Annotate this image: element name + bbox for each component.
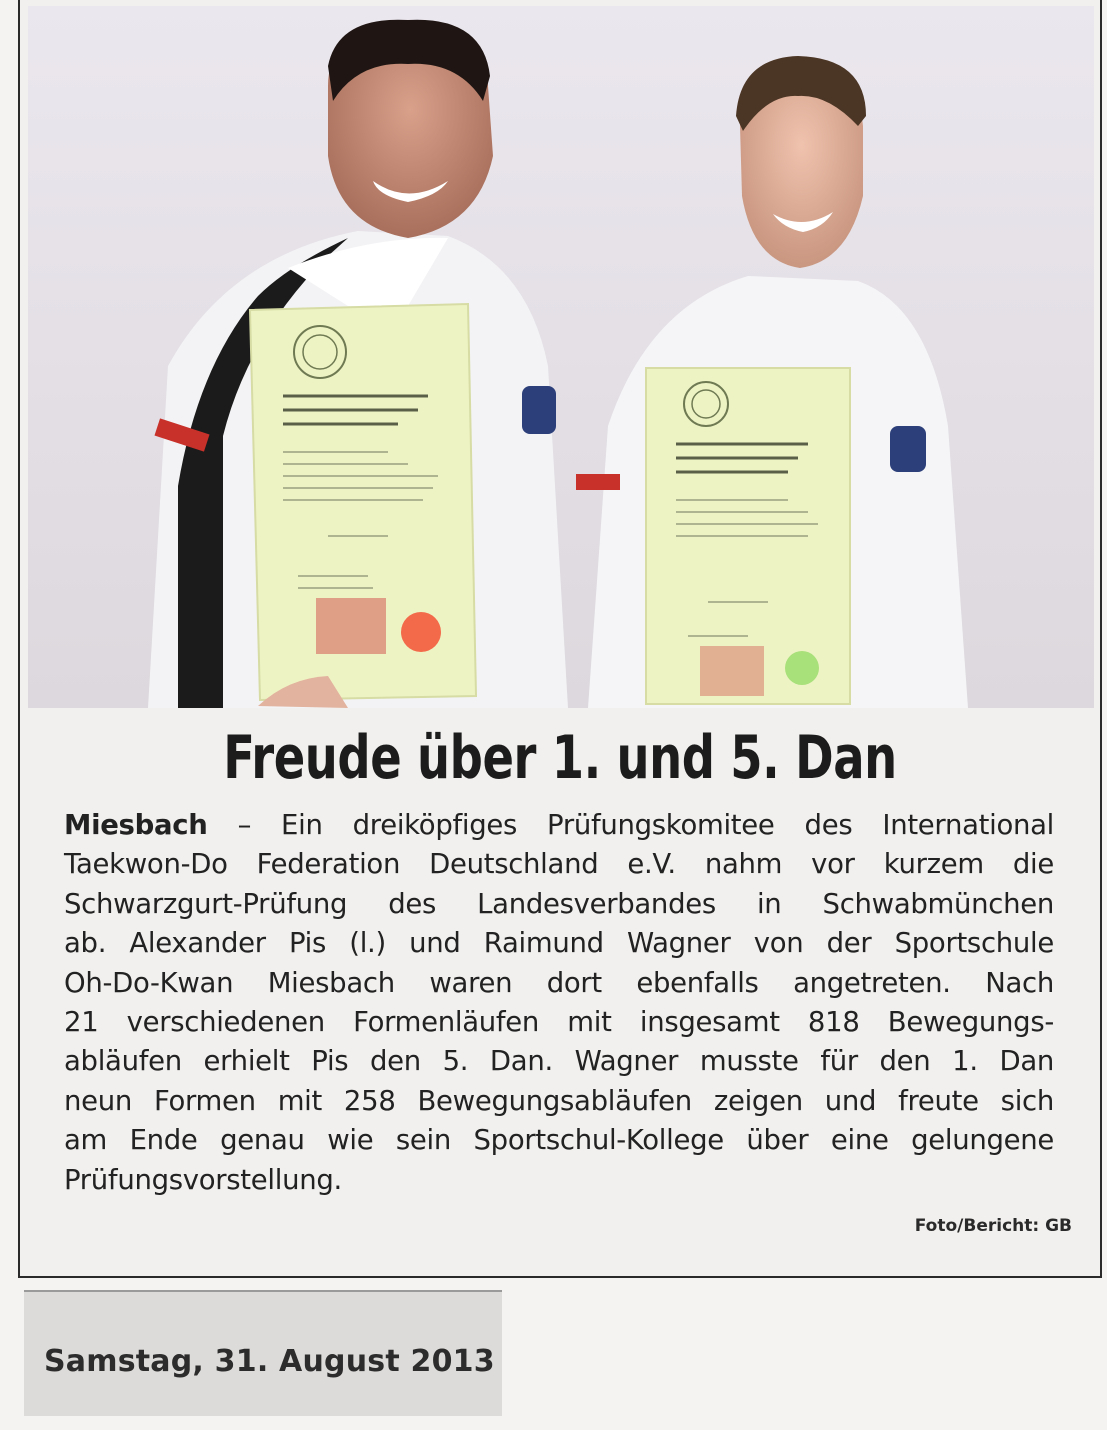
article-line: abläufen erhielt Pis den 5. Dan. Wagner musste für den 1. Dan [64, 1045, 1054, 1078]
article-photo [28, 6, 1094, 708]
article-line: ab. Alexander Pis (l.) und Raimund Wagner von der Sportschule [64, 927, 1054, 960]
date-banner [24, 1290, 502, 1416]
publication-date: Samstag, 31. August 2013 [44, 1344, 495, 1379]
newspaper-clipping [18, 0, 1102, 1278]
article-body [64, 806, 1054, 1200]
article-line: 21 verschiedenen Formenläufen mit insgesamt 818 Bewegungs- [64, 1006, 1054, 1039]
certificate-right [646, 368, 850, 704]
article-line: Taekwon-Do Federation Deutschland e.V. nahm vor kurzem die [64, 848, 1054, 881]
article-dateline: Miesbach [64, 809, 208, 841]
article-line: Miesbach – Ein dreiköpfiges Prüfungskomitee des International [64, 809, 1054, 841]
photo-credit: Foto/Bericht: GB [914, 1216, 1072, 1236]
article-line: Prüfungsvorstellung. [64, 1163, 342, 1196]
article-line: Schwarzgurt-Prüfung des Landesverbandes in Schwabmünchen [64, 887, 1054, 920]
photo-illustration [28, 6, 1094, 708]
article-headline: Freude über 1. und 5. Dan [223, 723, 897, 793]
article-line: am Ende genau wie sein Sportschul-Kollege über eine gelungene [64, 1124, 1054, 1157]
article-line: neun Formen mit 258 Bewegungsabläufen zeigen und freute sich [64, 1084, 1054, 1117]
article-line: Oh-Do-Kwan Miesbach waren dort ebenfalls angetreten. Nach [64, 966, 1054, 999]
certificate-left [250, 304, 476, 700]
